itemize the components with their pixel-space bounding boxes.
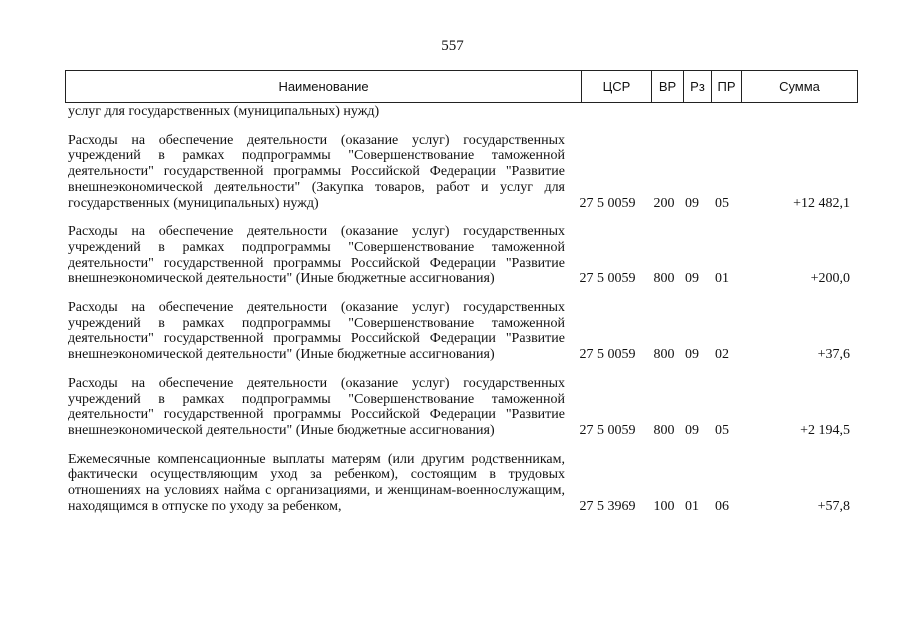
row-rz: 09	[685, 347, 699, 363]
row-pr: 05	[715, 422, 729, 438]
row-sum: +37,6	[817, 347, 850, 363]
row-name: Расходы на обеспечение деятельности (оказание услуг) государственных учреждений в рамках подпрограммы "Совершенствование таможенной деятельности" государственной программы Российской Федерации "Развитие внешнеэкономической деятельности" (Иные бюджетные ассигнования)	[68, 224, 565, 287]
row-csr: 27 5 0059	[579, 422, 636, 438]
continuation-row	[68, 104, 858, 120]
row-vr: 800	[653, 347, 675, 363]
table-row	[68, 133, 858, 212]
header-name: Наименование	[66, 71, 582, 102]
header-csr: ЦСР	[582, 71, 652, 102]
row-name: Расходы на обеспечение деятельности (оказание услуг) государственных учреждений в рамках подпрограммы "Совершенствование таможенной деятельности" государственной программы Российской Федерации "Развитие внешнеэкономической деятельности" (Иные бюджетные ассигнования)	[68, 300, 565, 363]
row-sum: +12 482,1	[793, 195, 850, 211]
row-pr: 02	[715, 347, 729, 363]
header-pr: ПР	[712, 71, 742, 102]
row-pr: 06	[715, 498, 729, 514]
row-vr: 100	[653, 498, 675, 514]
header-sum: Сумма	[779, 79, 820, 94]
row-sum: +2 194,5	[800, 422, 850, 438]
table-row	[68, 376, 858, 439]
row-csr: 27 5 0059	[579, 195, 636, 211]
table-row	[68, 300, 858, 363]
row-rz: 01	[685, 498, 699, 514]
table-body	[68, 104, 858, 514]
row-name: Расходы на обеспечение деятельности (оказание услуг) государственных учреждений в рамках подпрограммы "Совершенствование таможенной деятельности" государственной программы Российской Федерации "Развитие внешнеэкономической деятельности" (Иные бюджетные ассигнования)	[68, 375, 565, 438]
row-rz: 09	[685, 422, 699, 438]
row-rz: 09	[685, 271, 699, 287]
table-header	[65, 70, 858, 103]
row-csr: 27 5 0059	[579, 347, 636, 363]
row-name: Ежемесячные компенсационные выплаты матерям (или другим родственникам, фактически осуществляющим уход за ребенком), состоящим в трудовых отношениях на условиях найма с организациями, и женщинам-военнослужащим, находящимся в отпуске по уходу за ребенком,	[68, 451, 565, 514]
row-pr: 01	[715, 271, 729, 287]
row-vr: 800	[653, 271, 675, 287]
table-row	[68, 224, 858, 287]
row-vr: 800	[653, 422, 675, 438]
row-csr: 27 5 3969	[579, 498, 636, 514]
header-rz: Рз	[684, 71, 712, 102]
page-number: 557	[441, 38, 464, 54]
row-rz: 09	[685, 195, 699, 211]
row-vr: 200	[653, 195, 675, 211]
row-pr: 05	[715, 195, 729, 211]
table-row	[68, 452, 858, 515]
continuation-text: услуг для государственных (муниципальных) нужд)	[68, 104, 380, 119]
row-name: Расходы на обеспечение деятельности (оказание услуг) государственных учреждений в рамках подпрограммы "Совершенствование таможенной деятельности" государственной программы Российской Федерации "Развитие внешнеэкономической деятельности" (Закупка товаров, работ и услуг для государственных (муниципальных) нужд)	[68, 132, 565, 211]
row-csr: 27 5 0059	[579, 271, 636, 287]
row-sum: +57,8	[817, 498, 850, 514]
header-vr: ВР	[652, 71, 684, 102]
row-sum: +200,0	[810, 271, 850, 287]
